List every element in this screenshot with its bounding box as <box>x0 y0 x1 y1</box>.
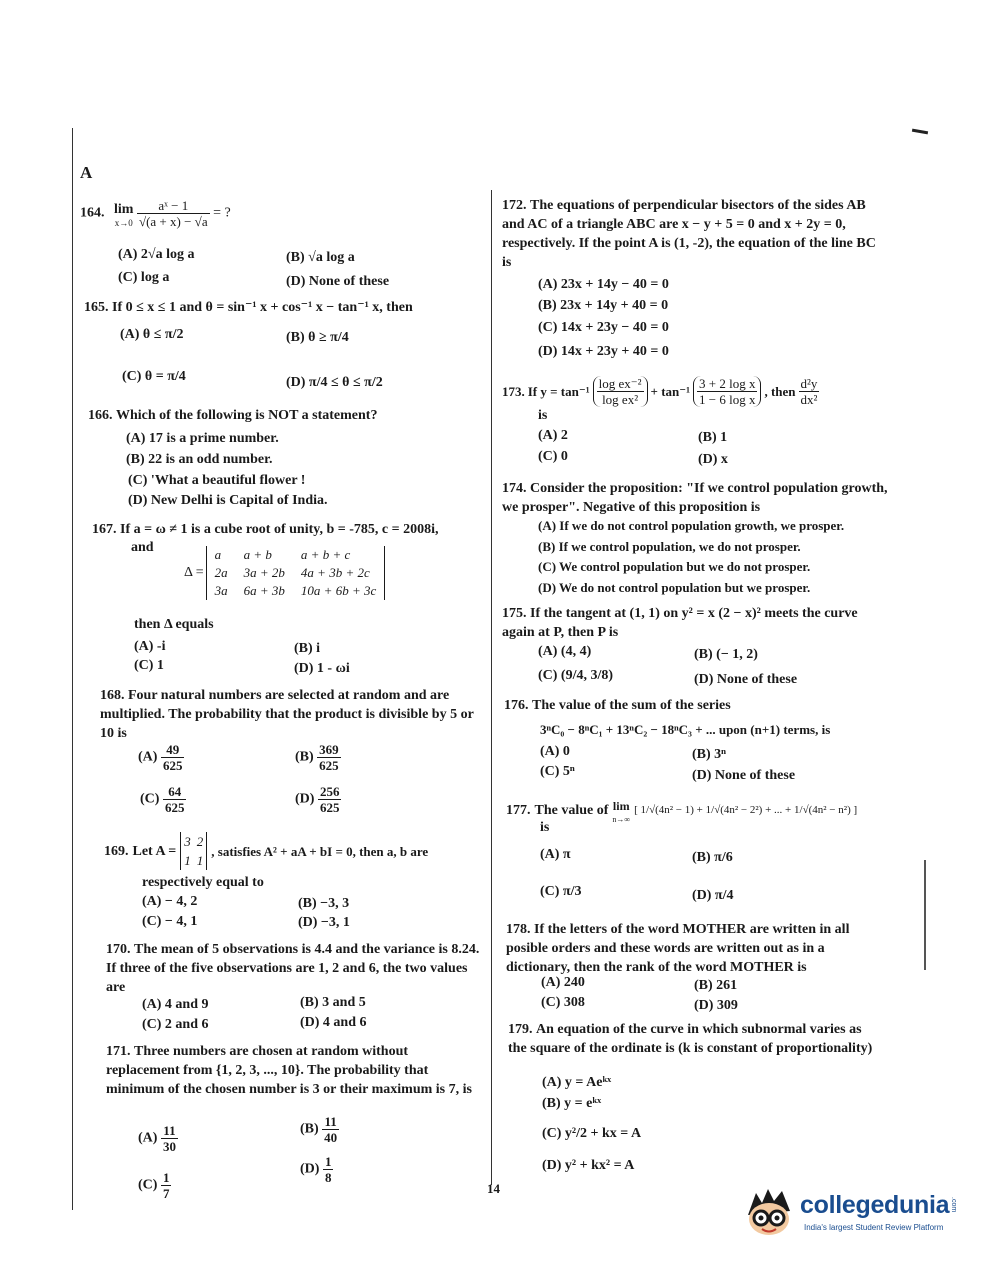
det-cell: a <box>214 547 222 562</box>
question-176 <box>504 696 888 715</box>
option-167-b[interactable]: (B) i <box>294 641 321 656</box>
option-172-d[interactable]: (D) 14x + 23y + 40 = 0 <box>538 344 669 359</box>
limit-subscript: n→∞ <box>612 815 631 824</box>
option-165-a[interactable]: (A) θ ≤ π/2 <box>120 327 184 342</box>
question-text: An equation of the curve in which subnormal varies as the square of the ordinate is (k is constant of proportionality) <box>508 1022 873 1056</box>
question-text: If a = ω ≠ 1 is a cube root of unity, b = -785, c = 2008i, <box>120 522 439 537</box>
option-179-a[interactable]: (A) y = Aeᵏˣ <box>542 1075 612 1090</box>
det-cell: 3a + 2b <box>243 565 285 580</box>
corner-mark <box>912 129 928 135</box>
question-text-mid: + tan⁻¹ <box>650 384 691 399</box>
question-text: The equations of perpendicular bisectors of the sides AB and AC of a triangle ABC are x − y + 5 = 0 and x + 2y = 0, respectively. If the point A is (1, -2), the equation of the line BC is <box>502 198 876 270</box>
question-text: If 0 ≤ x ≤ 1 and θ = sin⁻¹ x + cos⁻¹ x − tan⁻¹ x, then <box>112 300 413 315</box>
question-number: 179. <box>508 1022 533 1037</box>
question-text: The mean of 5 observations is 4.4 and the variance is 8.24. If three of the five observations are 1, 2 and 6, the two values are <box>106 942 480 995</box>
question-168 <box>100 686 480 743</box>
option-label: (D) <box>300 1161 320 1177</box>
option-165-b[interactable]: (B) θ ≥ π/4 <box>286 330 349 345</box>
option-166-c[interactable]: (C) 'What a beautiful flower ! <box>128 473 306 488</box>
option-174-d[interactable]: (D) We do not control population but we prosper. <box>538 580 811 595</box>
limit-subscript: x→0 <box>114 217 133 228</box>
matrix-cell: 2 <box>196 834 204 849</box>
option-label: (B) <box>300 1121 319 1137</box>
option-164-c[interactable]: (C) log a <box>118 270 170 285</box>
fraction-numerator: aˣ − 1 <box>137 198 210 214</box>
question-173-is: is <box>538 408 548 423</box>
option-175-a[interactable]: (A) (4, 4) <box>538 644 592 659</box>
question-173 <box>502 376 892 407</box>
option-label: (A) <box>138 1130 158 1146</box>
column-divider <box>491 190 492 1185</box>
option-178-a[interactable]: (A) 240 <box>541 975 585 990</box>
question-169-cont: respectively equal to <box>142 875 264 890</box>
question-number: 174. <box>502 481 527 496</box>
fraction-denominator: 30 <box>162 1139 176 1154</box>
option-label: (C) <box>140 791 160 807</box>
question-text: The value of the sum of the series <box>532 698 731 713</box>
fraction-denominator: log ex² <box>602 392 639 407</box>
det-cell: 6a + 3b <box>243 583 285 598</box>
question-text: If the tangent at (1, 1) on y² = x (2 − x)² meets the curve again at P, then P is <box>502 606 858 640</box>
det-cell: 4a + 3b + 2c <box>300 565 370 580</box>
option-178-d[interactable]: (D) 309 <box>694 998 738 1013</box>
det-cell: a + b + c <box>300 547 351 562</box>
option-170-a[interactable]: (A) 4 and 9 <box>142 997 209 1012</box>
question-175 <box>502 604 888 642</box>
det-cell: 2a <box>214 565 228 580</box>
option-label: (C) <box>138 1177 158 1193</box>
option-176-a[interactable]: (A) 0 <box>540 744 570 759</box>
limit-symbol: lim <box>114 201 134 217</box>
option-169-a[interactable]: (A) − 4, 2 <box>142 894 198 909</box>
question-text: If the letters of the word MOTHER are written in all posible orders and these words are written out as in a dictionary, then the rank of the word MOTHER is <box>506 922 850 975</box>
fraction-numerator: 1 <box>162 1170 170 1185</box>
question-167-and: and <box>131 540 154 555</box>
brand-tagline: India's largest Student Review Platform <box>804 1223 944 1232</box>
fraction-denominator: 625 <box>162 758 183 773</box>
question-number: 168. <box>100 688 125 703</box>
fraction-denominator: 7 <box>162 1186 170 1201</box>
fraction-numerator: d²y <box>800 376 818 391</box>
limit-symbol: lim <box>612 799 630 813</box>
option-172-a[interactable]: (A) 23x + 14y − 40 = 0 <box>538 277 669 292</box>
question-number: 172. <box>502 198 527 213</box>
fraction-denominator: 625 <box>164 800 185 815</box>
option-173-c[interactable]: (C) 0 <box>538 449 568 464</box>
fraction-numerator: 256 <box>319 784 340 799</box>
option-179-b[interactable]: (B) y = eᵏˣ <box>542 1096 602 1111</box>
matrix-a <box>180 832 207 870</box>
question-number: 176. <box>504 698 529 713</box>
option-174-c[interactable]: (C) We control population but we do not prosper. <box>538 559 811 574</box>
option-169-d[interactable]: (D) −3, 1 <box>298 915 350 930</box>
fraction-numerator: 11 <box>161 1123 178 1139</box>
fraction-denominator: 8 <box>324 1170 332 1185</box>
mascot-icon <box>742 1185 796 1243</box>
option-173-d[interactable]: (D) x <box>698 452 728 467</box>
option-177-c[interactable]: (C) π/3 <box>540 884 582 899</box>
fraction-numerator: log ex⁻² <box>598 376 642 391</box>
option-176-d[interactable]: (D) None of these <box>692 768 796 783</box>
fraction-denominator: dx² <box>800 392 818 407</box>
option-169-c[interactable]: (C) − 4, 1 <box>142 914 198 929</box>
option-168-a[interactable] <box>138 742 184 773</box>
option-168-d[interactable] <box>295 784 341 815</box>
fraction-denominator: 1 − 6 log x <box>699 392 756 407</box>
option-170-b[interactable]: (B) 3 and 5 <box>300 995 366 1010</box>
fraction-numerator: 49 <box>161 742 185 758</box>
option-168-c[interactable] <box>140 784 186 815</box>
fraction-numerator: 1 <box>324 1154 332 1169</box>
question-text: Consider the proposition: "If we control population growth, we prosper". Negative of this proposition is <box>502 481 888 515</box>
option-169-b[interactable]: (B) −3, 3 <box>298 896 350 911</box>
question-text-pre: Let A = <box>132 843 177 859</box>
question-text-post: , satisfies A² + aA + bI = 0, then a, b are <box>211 843 429 859</box>
option-173-b[interactable]: (B) 1 <box>698 430 728 445</box>
question-number: 171. <box>106 1044 131 1059</box>
section-letter: A <box>80 163 93 182</box>
matrix-cell: 1 <box>196 853 204 868</box>
question-text-pre: If y = tan⁻¹ <box>527 384 590 399</box>
question-number: 175. <box>502 606 527 621</box>
scan-edge-mark <box>924 860 926 970</box>
det-cell: 3a <box>214 583 228 598</box>
question-177-is: is <box>540 820 550 835</box>
question-number: 177. <box>506 803 531 818</box>
option-171-c[interactable] <box>138 1170 171 1201</box>
option-167-a[interactable]: (A) -i <box>134 639 166 654</box>
brand-name: collegedunia <box>800 1191 950 1219</box>
option-170-c[interactable]: (C) 2 and 6 <box>142 1017 209 1032</box>
option-176-b[interactable]: (B) 3ⁿ <box>692 747 727 762</box>
option-166-a[interactable]: (A) 17 is a prime number. <box>126 431 279 446</box>
matrix-cell: 1 <box>184 853 191 868</box>
question-text-pre: The value of <box>534 803 609 818</box>
fraction-denominator: 625 <box>319 758 339 773</box>
limit-expression: [ 1/√(4n² − 1) + 1/√(4n² − 2²) + ... + 1/√(4n² − n²) ] <box>634 804 858 816</box>
equation-tail: = ? <box>213 205 231 221</box>
option-175-b[interactable]: (B) (− 1, 2) <box>694 647 758 662</box>
brand-logo[interactable] <box>742 1185 967 1245</box>
question-172 <box>502 196 888 272</box>
option-166-b[interactable]: (B) 22 is an odd number. <box>126 452 273 467</box>
option-164-a[interactable]: (A) 2√a log a <box>118 247 195 262</box>
option-171-a[interactable] <box>138 1123 178 1154</box>
option-167-c[interactable]: (C) 1 <box>134 658 164 673</box>
question-number: 173. <box>502 384 525 399</box>
option-164-b[interactable]: (B) √a log a <box>286 250 355 265</box>
question-166 <box>88 406 488 425</box>
option-178-c[interactable]: (C) 308 <box>541 995 585 1010</box>
option-171-d[interactable] <box>300 1154 333 1185</box>
fraction-denominator: 625 <box>319 800 340 815</box>
option-170-d[interactable]: (D) 4 and 6 <box>300 1015 367 1030</box>
option-178-b[interactable]: (B) 261 <box>694 978 738 993</box>
question-167 <box>92 520 492 539</box>
determinant <box>206 546 386 600</box>
option-173-a[interactable]: (A) 2 <box>538 428 568 443</box>
question-text: Four natural numbers are selected at random and are multiplied. The probability that the product is divisible by 5 or 10 is <box>100 688 474 741</box>
option-165-c[interactable]: (C) θ = π/4 <box>122 369 186 384</box>
option-label: (A) <box>138 749 158 765</box>
option-label: (B) <box>295 749 314 765</box>
question-number: 164. <box>80 205 105 221</box>
option-label: (D) <box>295 791 315 807</box>
option-177-b[interactable]: (B) π/6 <box>692 850 733 865</box>
option-171-b[interactable] <box>300 1114 339 1145</box>
option-174-a[interactable]: (A) If we do not control population growth, we prosper. <box>538 518 845 533</box>
option-177-a[interactable]: (A) π <box>540 847 571 862</box>
question-number: 165. <box>84 300 109 315</box>
left-margin-rule <box>72 128 73 1210</box>
question-174 <box>502 479 888 517</box>
det-cell: a + b <box>243 547 272 562</box>
question-177 <box>506 797 890 824</box>
question-text: Three numbers are chosen at random without replacement from {1, 2, 3, ..., 10}. The probability that minimum of the chosen number is 3 or their maximum is 7, is <box>106 1044 472 1097</box>
fraction-numerator: 11 <box>322 1114 339 1130</box>
option-179-c[interactable]: (C) y²/2 + kx = A <box>542 1126 642 1141</box>
question-178 <box>506 920 876 977</box>
option-168-b[interactable] <box>295 742 341 773</box>
option-167-d[interactable]: (D) 1 - ωi <box>294 661 350 676</box>
option-179-d[interactable]: (D) y² + kx² = A <box>542 1158 635 1173</box>
option-165-d[interactable]: (D) π/4 ≤ θ ≤ π/2 <box>286 375 383 390</box>
question-170 <box>106 940 482 997</box>
option-164-d[interactable]: (D) None of these <box>286 274 390 289</box>
option-175-d[interactable]: (D) None of these <box>694 672 798 687</box>
fraction-numerator: 3 + 2 log x <box>699 376 756 391</box>
question-number: 169. <box>104 843 129 859</box>
fraction-numerator: 64 <box>163 784 187 800</box>
delta-label: Δ = <box>184 565 204 580</box>
option-172-b[interactable]: (B) 23x + 14y + 40 = 0 <box>538 298 669 313</box>
matrix-cell: 3 <box>184 834 191 849</box>
question-179 <box>508 1020 878 1058</box>
question-text-post: , then <box>764 384 796 399</box>
fraction-numerator: 369 <box>319 742 339 757</box>
brand-suffix: .com <box>950 1197 958 1213</box>
determinant-block <box>184 546 385 600</box>
question-number: 178. <box>506 922 531 937</box>
question-number: 167. <box>92 522 117 537</box>
fraction-denominator: 40 <box>324 1130 338 1145</box>
det-cell: 10a + 6b + 3c <box>300 583 377 598</box>
question-number: 170. <box>106 942 131 957</box>
question-164 <box>80 198 480 229</box>
question-176-series: 3ⁿC₀ − 8ⁿC₁ + 13ⁿC₂ − 18ⁿC₃ + ... upon (n+1) terms, is <box>540 722 831 737</box>
option-177-d[interactable]: (D) π/4 <box>692 888 734 903</box>
question-text: Which of the following is NOT a statement? <box>116 408 378 423</box>
option-172-c[interactable]: (C) 14x + 23y − 40 = 0 <box>538 320 669 335</box>
question-number: 166. <box>88 408 113 423</box>
page-number: 14 <box>487 1181 500 1196</box>
option-166-d[interactable]: (D) New Delhi is Capital of India. <box>128 493 328 508</box>
question-171 <box>106 1042 482 1099</box>
option-175-c[interactable]: (C) (9/4, 3/8) <box>538 668 614 683</box>
question-165 <box>84 298 484 317</box>
option-174-b[interactable]: (B) If we control population, we do not prosper. <box>538 539 801 554</box>
question-169 <box>104 832 484 870</box>
option-176-c[interactable]: (C) 5ⁿ <box>540 764 575 779</box>
question-167-then: then Δ equals <box>134 617 214 632</box>
fraction-denominator: √(a + x) − √a <box>138 214 208 229</box>
